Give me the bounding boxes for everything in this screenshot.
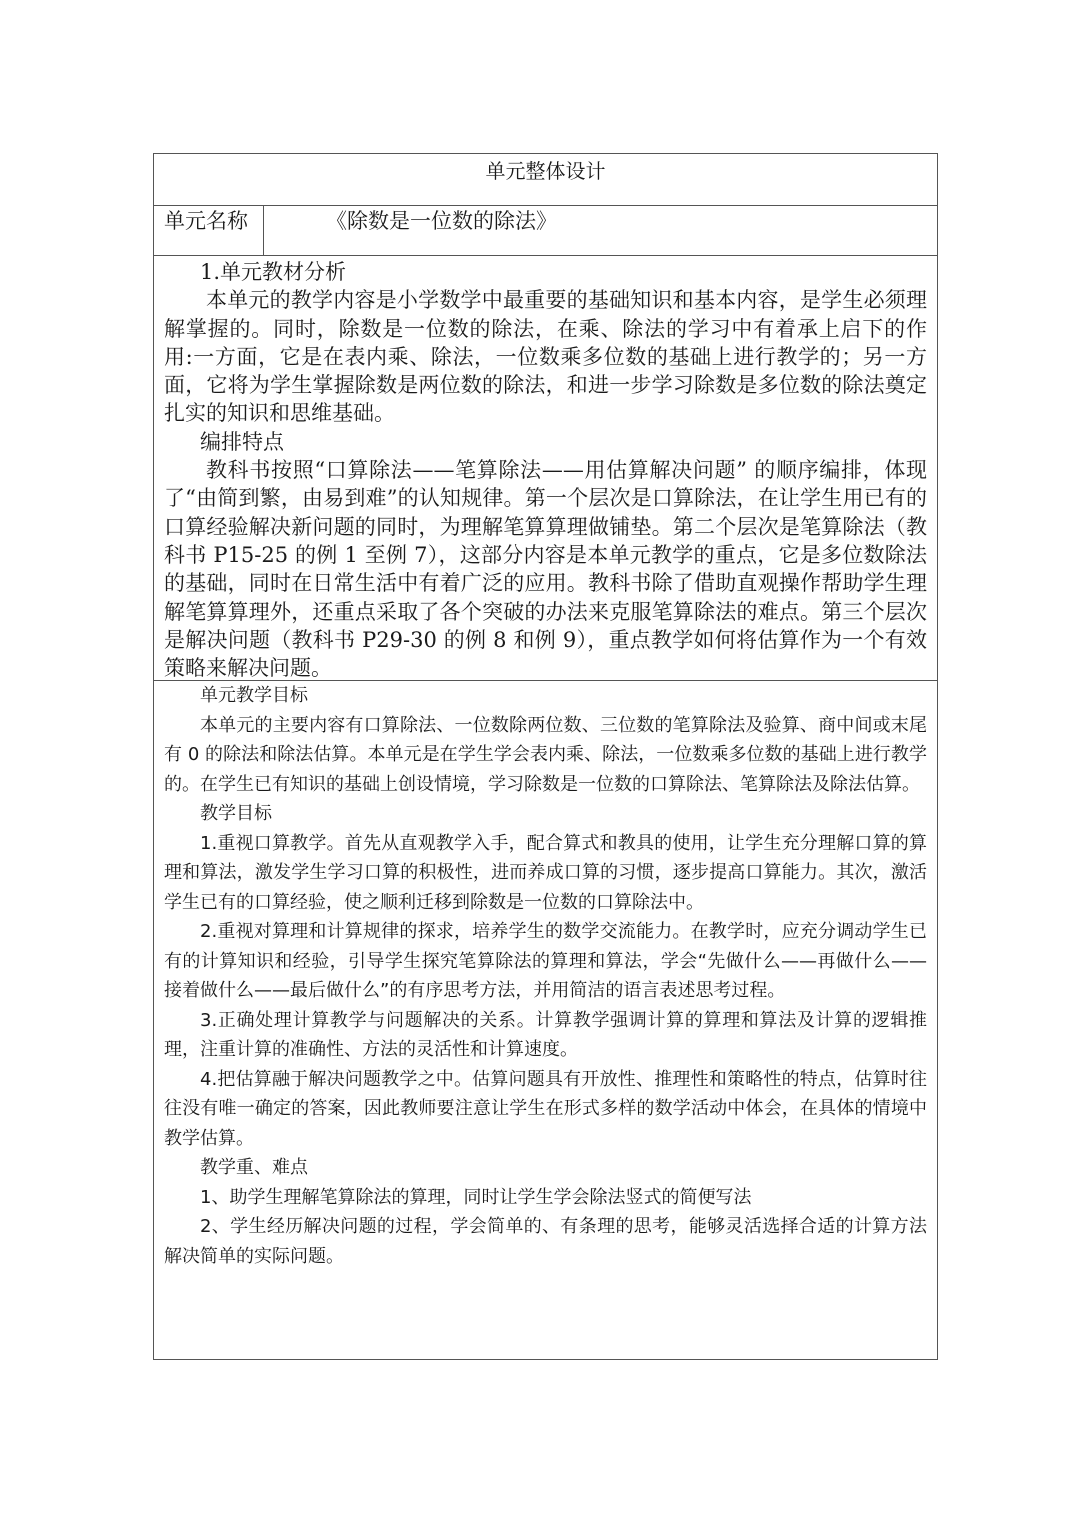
key-points-heading: 教学重、难点: [200, 1157, 308, 1178]
goal-item: 3.正确处理计算教学与问题解决的关系。计算教学强调计算的算理和算法及计算的逻辑推理，注重计算的准确性、方法的灵活性和计算速度。: [164, 1009, 927, 1060]
unit-name-label: 单元名称: [154, 206, 264, 255]
unit-name-row: [154, 206, 937, 256]
unit-design-table: [153, 153, 938, 1360]
goal-item: 2.重视对算理和计算规律的探求，培养学生的数学交流能力。在教学时，应充分调动学生已有的计算知识和经验，引导学生探究笔算除法的算理和算法，学会“先做什么——再做什么——接着做什么——最后做什么”的有序思考方法，并用简洁的语言表述思考过程。: [164, 921, 927, 1001]
unit-goals-paragraph: 本单元的主要内容有口算除法、一位数除两位数、三位数的笔算除法及验算、商中间或末尾有 0 的除法和除法估算。本单元是在学生学会表内乘、除法，一位数乘多位数的基础上进行教学的。在学生已有知识的基础上创设情境，学习除数是一位数的口算除法、笔算除法及除法估算。: [164, 714, 927, 795]
analysis-paragraph: 本单元的教学内容是小学数学中最重要的基础知识和基本内容，是学生必须理解掌握的。同时，除数是一位数的除法，在乘、除法的学习中有着承上启下的作用:一方面，它是在表内乘、除法，一位数乘多位数的基础上进行教学的；另一方面，它将为学生掌握除数是两位数的除法，和进一步学习除数是多位数的除法奠定扎实的知识和思维基础。: [164, 288, 927, 426]
textbook-analysis-section: [154, 256, 937, 681]
goal-item: 1.重视口算教学。首先从直观教学入手，配合算式和教具的使用，让学生充分理解口算的算理和算法，激发学生学习口算的积极性，进而养成口算的习惯，逐步提高口算能力。其次，激活学生已有的口算经验，使之顺利迁移到除数是一位数的口算除法中。: [164, 832, 927, 913]
table-title: 单元整体设计: [154, 154, 937, 206]
teaching-goals-heading: 教学目标: [200, 803, 272, 824]
key-point-item: 2、学生经历解决问题的过程，学会简单的、有条理的思考，能够灵活选择合适的计算方法解决简单的实际问题。: [164, 1216, 927, 1267]
goal-item: 4.把估算融于解决问题教学之中。估算问题具有开放性、推理性和策略性的特点，估算时往往没有唯一确定的答案，因此教师要注意让学生在形式多样的数学活动中体会，在具体的情境中教学估算。: [164, 1068, 927, 1149]
key-point-item: 1、助学生理解笔算除法的算理，同时让学生学会除法竖式的简便写法: [200, 1186, 752, 1208]
analysis-heading: 1.单元教材分析: [200, 260, 347, 284]
unit-goals-heading: 单元教学目标: [200, 685, 308, 706]
arrangement-paragraph: 教科书按照“口算除法——笔算除法——用估算解决问题” 的顺序编排，体现了“由简到繁，由易到难”的认知规律。第一个层次是口算除法，在让学生用已有的口算经验解决新问题的同时，为理解笔算算理做铺垫。第二个层次是笔算除法（教科书 P15-25 的例 1 至例 7），这部分内容是本单元教学的重点，它是多位数除法的基础，同时在日常生活中有着广泛的应用。教科书除了借助直观操作帮助学生理解笔算算理外，还重点采取了各个突破的办法来克服笔算除法的难点。第三个层次是解决问题（教科书 P29-30 的例 8 和例 9），重点教学如何将估算作为一个有效策略来解决问题。: [164, 458, 927, 681]
unit-name-value: 《除数是一位数的除法》: [326, 209, 557, 233]
teaching-goals-section: [154, 681, 937, 1359]
arrangement-heading: 编排特点: [200, 429, 284, 454]
